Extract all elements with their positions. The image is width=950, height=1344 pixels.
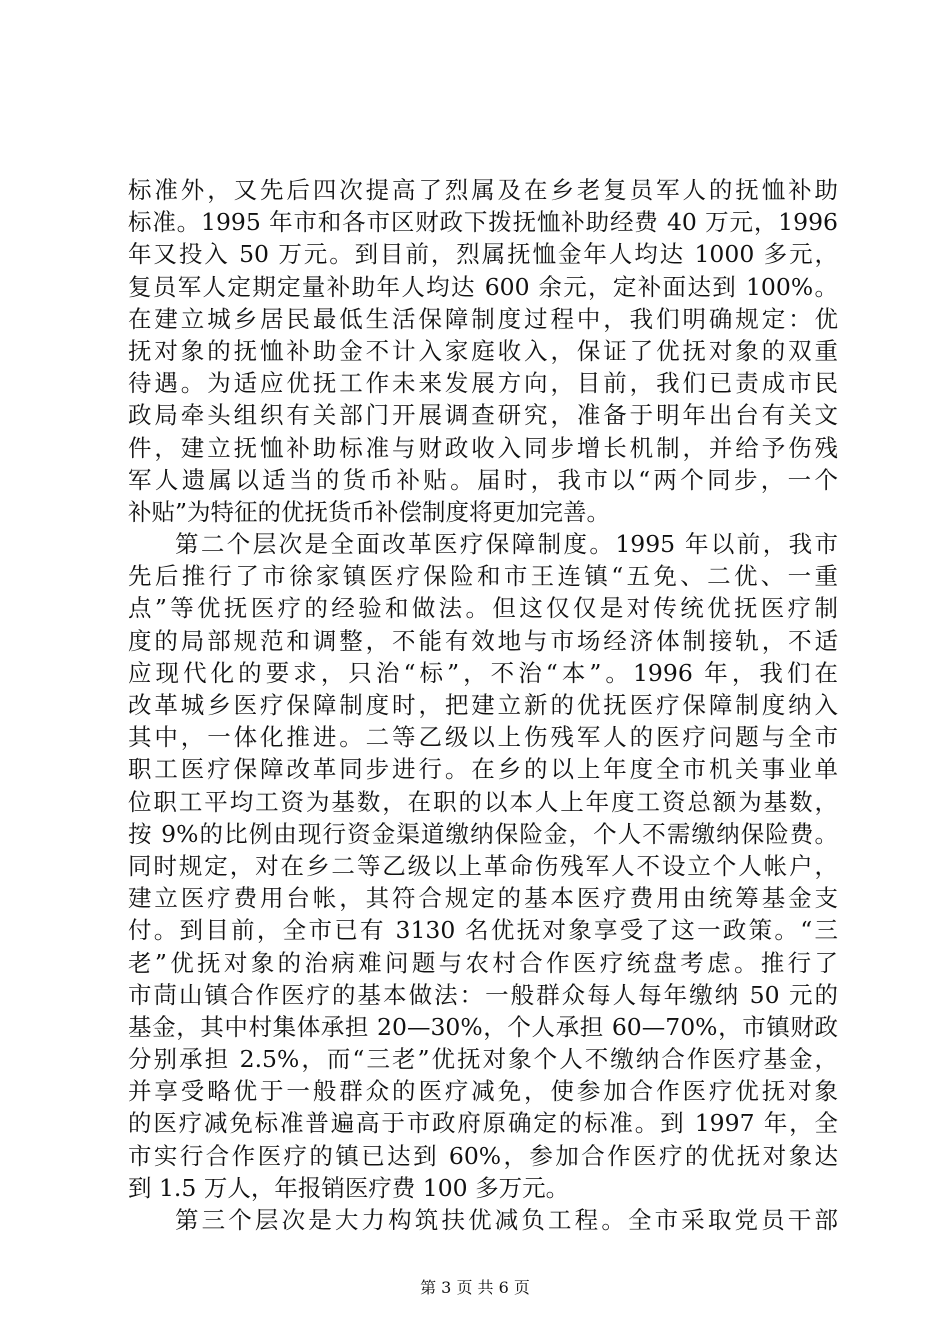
text-line: 待遇。为适应优抚工作未来发展方向，目前，我们已责成市民	[128, 369, 838, 398]
paragraph-end-line: 补贴”为特征的优抚货币补偿制度将更加完善。	[128, 497, 611, 526]
paragraph-start-line: 第三个层次是大力构筑扶优减负工程。全市采取党员干部	[175, 1206, 838, 1234]
text-line: 老”优抚对象的治病难问题与农村合作医疗统盘考虑。推行了	[128, 948, 838, 977]
text-line: 市茼山镇合作医疗的基本做法：一般群众每人每年缴纳 50 元的	[128, 980, 838, 1009]
text-line: 基金，其中村集体承担 20—30%，个人承担 60—70%，市镇财政	[128, 1012, 838, 1041]
text-line: 年又投入 50 万元。到目前，烈属抚恤金年人均达 1000 多元，	[128, 240, 838, 269]
body-text	[128, 174, 838, 1236]
text-line: 应现代化的要求，只治“标”，不治“本”。1996 年，我们在	[128, 658, 838, 687]
text-line: 并享受略优于一般群众的医疗减免，使参加合作医疗优抚对象	[128, 1077, 838, 1106]
text-line: 位职工平均工资为基数，在职的以本人上年度工资总额为基数，	[128, 787, 838, 816]
text-line: 分别承担 2.5%，而“三老”优抚对象个人不缴纳合作医疗基金，	[128, 1045, 838, 1074]
text-line: 市实行合作医疗的镇已达到 60%，参加合作医疗的优抚对象达	[128, 1141, 838, 1170]
text-line: 抚对象的抚恤补助金不计入家庭收入，保证了优抚对象的双重	[128, 336, 838, 365]
text-line: 职工医疗保障改革同步进行。在乡的以上年度全市机关事业单	[128, 755, 838, 784]
text-line: 按 9%的比例由现行资金渠道缴纳保险金，个人不需缴纳保险费。	[128, 819, 838, 848]
text-line: 标准。1995 年市和各市区财政下拨抚恤补助经费 40 万元，1996	[128, 208, 838, 237]
text-line: 标准外，又先后四次提高了烈属及在乡老复员军人的抚恤补助	[128, 176, 838, 204]
text-line: 其中，一体化推进。二等乙级以上伤残军人的医疗问题与全市	[128, 723, 838, 752]
text-line: 同时规定，对在乡二等乙级以上革命伤残军人不设立个人帐户，	[128, 851, 838, 880]
paragraph-start-line: 第二个层次是全面改革医疗保障制度。1995 年以前，我市	[175, 530, 838, 559]
text-line: 政局牵头组织有关部门开展调查研究，准备于明年出台有关文	[128, 401, 838, 430]
text-line: 改革城乡医疗保障制度时，把建立新的优抚医疗保障制度纳入	[128, 691, 838, 719]
text-line: 复员军人定期定量补助年人均达 600 余元，定补面达到 100%。	[128, 272, 838, 301]
text-line: 的医疗减免标准普遍高于市政府原确定的标准。到 1997 年，全	[128, 1109, 838, 1138]
text-line: 在建立城乡居民最低生活保障制度过程中，我们明确规定：优	[128, 304, 838, 333]
text-line: 付。到目前，全市已有 3130 名优抚对象享受了这一政策。“三	[128, 916, 838, 945]
text-line: 建立医疗费用台帐，其符合规定的基本医疗费用由统筹基金支	[128, 884, 838, 913]
text-line: 军人遗属以适当的货币补贴。届时，我市以“两个同步，一个	[128, 465, 838, 494]
text-line: 点”等优抚医疗的经验和做法。但这仅仅是对传统优抚医疗制	[128, 594, 838, 623]
paragraph-end-line: 到 1.5 万人，年报销医疗费 100 多万元。	[128, 1173, 570, 1202]
page-indicator: 第 3 页 共 6 页	[420, 1278, 530, 1297]
text-line: 件，建立抚恤补助标准与财政收入同步增长机制，并给予伤残	[128, 433, 838, 462]
text-line: 先后推行了市徐家镇医疗保险和市王连镇“五免、二优、一重	[128, 562, 838, 591]
text-line: 度的局部规范和调整，不能有效地与市场经济体制接轨，不适	[128, 626, 838, 655]
page-footer	[0, 1278, 950, 1298]
